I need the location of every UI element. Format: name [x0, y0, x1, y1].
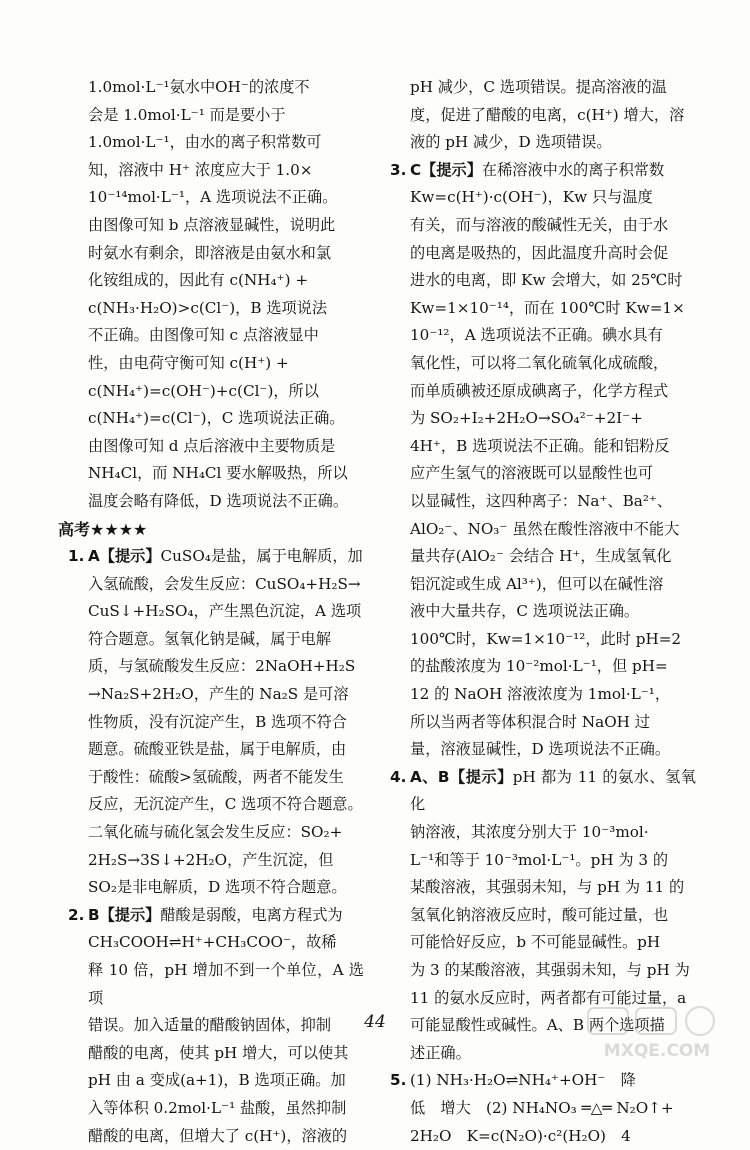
text-line: 二氧化硫与硫化氢会发生反应：SO₂+ — [88, 823, 343, 842]
text-line: 4H⁺，B 选项说法不正确。能和铝粉反 — [410, 436, 670, 455]
text-line: 入等体积 0.2mol·L⁻¹ 盐酸，虽然抑制 — [88, 1098, 347, 1117]
watermark-text: MXQE.COM — [603, 1041, 711, 1061]
text-line: 量共存(AlO₂⁻ 会结合 H⁺，生成氢氧化 — [410, 547, 672, 566]
text-line: 入氢硫酸，会发生反应：CuSO₄+H₂S→ — [88, 574, 361, 593]
text-line: (1) NH₃·H₂O⇌NH₄⁺+OH⁻ 降 — [410, 1071, 636, 1090]
text-line: 液的 pH 减少，D 选项错误。 — [410, 133, 612, 152]
text-line: 铝沉淀或生成 Al³⁺)，但可以在碱性溶 — [410, 574, 664, 593]
section-heading: 高考★★★★ — [58, 519, 148, 539]
text-line: 在稀溶液中水的离子积常数 — [481, 160, 665, 179]
hint-label: 【提示】 — [99, 905, 161, 924]
text-line: CH₃COOH⇌H⁺+CH₃COO⁻，故稀 — [88, 933, 337, 952]
text-line: SO₂是非电解质，D 选项不符合题意。 — [88, 878, 347, 897]
left-column — [56, 74, 364, 1150]
answer-letter: A — [88, 547, 100, 566]
watermark-logo — [582, 1004, 732, 1062]
text-line: 100℃时，Kw=1×10⁻¹²，此时 pH=2 — [410, 629, 682, 648]
text-line: 醋酸的电离，但增大了 c(H⁺)，溶液的 — [88, 1126, 348, 1145]
text-line: 性物质，没有沉淀产生，B 选项不符合 — [88, 712, 347, 731]
text-line: 温度会略有降低，D 选项说法不正确。 — [88, 491, 349, 510]
text-line: 的电离是吸热的，因此温度升高时会促 — [410, 243, 669, 262]
question-number: 2. — [68, 905, 85, 924]
text-line: 知，溶液中 H⁺ 浓度应大于 1.0× — [88, 160, 313, 179]
text-line: 质，与氢硫酸发生反应：2NaOH+H₂S — [88, 657, 356, 676]
text-line: 性，由电荷守衡可知 c(H⁺) + — [88, 353, 289, 372]
answer-letter: C — [410, 160, 422, 179]
text-line: 2H₂O K=c(N₂O)·c²(H₂O) 4 — [410, 1126, 631, 1145]
question-number: 5. — [390, 1071, 407, 1090]
text-line: 为 3 的某酸溶液，其强弱未知，与 pH 为 — [410, 961, 690, 979]
text-line: pH 都为 11 的氨水、氢氧化 — [410, 767, 696, 814]
text-line: c(NH₄⁺)=c(OH⁻)+c(Cl⁻)，所以 — [88, 381, 319, 400]
text-line: 2H₂S→3S↓+2H₂O，产生沉淀，但 — [88, 850, 334, 869]
text-line: 12 的 NaOH 溶液浓度为 1mol·L⁻¹， — [410, 685, 671, 704]
question-3 — [378, 157, 696, 764]
text-line: 液中大量共存，C 选项说法正确。 — [410, 602, 640, 621]
text-line: 符合题意。氢氧化钠是碱，属于电解 — [88, 629, 331, 648]
text-line: 化铵组成的，因此有 c(NH₄⁺) + — [88, 271, 309, 290]
text-line: 所以当两者等体积混合时 NaOH 过 — [410, 712, 650, 731]
text-line: 可能显酸性或碱性。A、B 两个选项描 — [410, 1016, 665, 1035]
text-line: 时氨水有剩余，即溶液是由氨水和氯 — [88, 243, 331, 262]
text-line: AlO₂⁻、NO₃⁻ 虽然在酸性溶液中不能大 — [410, 519, 680, 538]
text-line: Kw=c(H⁺)·c(OH⁻)，Kw 只与温度 — [410, 188, 653, 207]
watermark-logo-icon — [588, 1007, 714, 1035]
answer-letter: B — [88, 905, 100, 924]
text-line: 而单质碘被还原成碘离子，化学方程式 — [410, 381, 669, 400]
text-line: 题意。硫酸亚铁是盐，属于电解质，由 — [88, 740, 347, 759]
text-line: CuS↓+H₂SO₄，产生黑色沉淀，A 选项 — [88, 602, 362, 621]
text-line: 钠溶液，其浓度分别大于 10⁻³mol· — [410, 823, 649, 842]
text-line: 进水的电离，即 Kw 会增大，如 25℃时 — [410, 271, 683, 290]
question-5 — [378, 1067, 696, 1150]
text-line: pH 减少，C 选项错误。提高溶液的温 — [410, 78, 667, 96]
hint-label: 【提示】 — [421, 160, 482, 179]
text-line: Kw=1×10⁻¹⁴，而在 100℃时 Kw=1× — [410, 298, 685, 317]
answer-letter: A、B — [410, 767, 450, 786]
text-line: →Na₂S+2H₂O，产生的 Na₂S 是可溶 — [88, 685, 349, 704]
question-first-line — [88, 902, 364, 930]
text-line: 于酸性：硫酸>氢硫酸，两者不能发生 — [88, 767, 344, 786]
text-line: 量，溶液显碱性，D 选项说法不正确。 — [410, 740, 671, 759]
text-line: 低 增大 (2) NH₄NO₃ ═△═ N₂O↑+ — [410, 1098, 674, 1117]
text-line: 10⁻¹²，A 选项说法不正确。碘水具有 — [410, 326, 663, 345]
question-first-line — [410, 157, 696, 185]
text-line: 由图像可知 b 点溶液显碱性，说明此 — [88, 215, 336, 234]
question-number: 4. — [390, 767, 407, 786]
text-line: 10⁻¹⁴mol·L⁻¹，A 选项说法不正确。 — [88, 188, 338, 207]
text-line: CuSO₄是盐，属于电解质，加 — [160, 547, 363, 566]
text-line: 有关，而与溶液的酸碱性无关，由于水 — [410, 215, 669, 234]
text-line: 可能恰好反应，b 不可能显碱性。pH — [410, 933, 661, 952]
text-line: 应产生氢气的溶液既可以显酸性也可 — [410, 464, 653, 483]
text-line: 不正确。由图像可知 c 点溶液显中 — [88, 326, 319, 345]
question-number: 1. — [68, 547, 85, 566]
text-line: 述正确。 — [410, 1043, 471, 1062]
text-line: pH 由 a 变成(a+1)，B 选项正确。加 — [88, 1071, 346, 1090]
q-previous-continued — [56, 74, 364, 516]
question-number: 3. — [390, 160, 407, 179]
text-line: 错误。加入适量的醋酸钠固体，抑制 — [88, 1016, 331, 1035]
text-line: NH₄Cl，而 NH₄Cl 要水解吸热，所以 — [88, 464, 348, 483]
page-number: 44 — [364, 1012, 386, 1032]
question-2-continued — [378, 74, 696, 157]
question-1 — [56, 543, 364, 902]
right-column — [378, 74, 696, 1150]
text-line: c(NH₄⁺)=c(Cl⁻)，C 选项说法正确。 — [88, 409, 345, 428]
text-line: 由图像可知 d 点后溶液中主要物质是 — [88, 436, 336, 455]
text-line: 11 的氨水反应时，两者都有可能过量，a — [410, 988, 687, 1007]
text-line: 反应，无沉淀产生，C 选项不符合题意。 — [88, 795, 363, 814]
text-line: 1.0mol·L⁻¹氨水中OH⁻的浓度不 — [88, 78, 310, 96]
question-first-line — [410, 764, 696, 819]
text-line: 以显碱性，这四种离子：Na⁺、Ba²⁺、 — [410, 491, 673, 510]
hint-label: 【提示】 — [99, 547, 161, 566]
text-line: L⁻¹和等于 10⁻³mol·L⁻¹。pH 为 3 的 — [410, 850, 669, 869]
text-line: 为 SO₂+I₂+2H₂O→SO₄²⁻+2I⁻+ — [410, 409, 643, 428]
text-line: 度，促进了醋酸的电离，c(H⁺) 增大，溶 — [410, 105, 685, 124]
text-line: 会是 1.0mol·L⁻¹ 而是要小于 — [88, 105, 286, 124]
text-line: 醋酸的电离，使其 pH 增大，可以使其 — [88, 1043, 349, 1062]
text-line: 的盐酸浓度为 10⁻²mol·L⁻¹，但 pH= — [410, 657, 668, 676]
text-line: 释 10 倍，pH 增加不到一个单位，A 选项 — [88, 961, 364, 1007]
text-line: 某酸溶液，其强弱未知，与 pH 为 11 的 — [410, 878, 685, 897]
text-line: 醋酸是弱酸，电离方程式为 — [160, 905, 343, 924]
text-line: 1.0mol·L⁻¹，由水的离子积常数可 — [88, 133, 322, 152]
text-line: c(NH₃·H₂O)>c(Cl⁻)，B 选项说法 — [88, 298, 328, 317]
hint-label: 【提示】 — [449, 767, 513, 786]
text-line: 氧化性，可以将二氧化硫氧化成硫酸， — [410, 353, 669, 372]
question-first-line — [88, 543, 364, 571]
text-line: 氢氧化钠溶液反应时，酸可能过量，也 — [410, 905, 669, 924]
